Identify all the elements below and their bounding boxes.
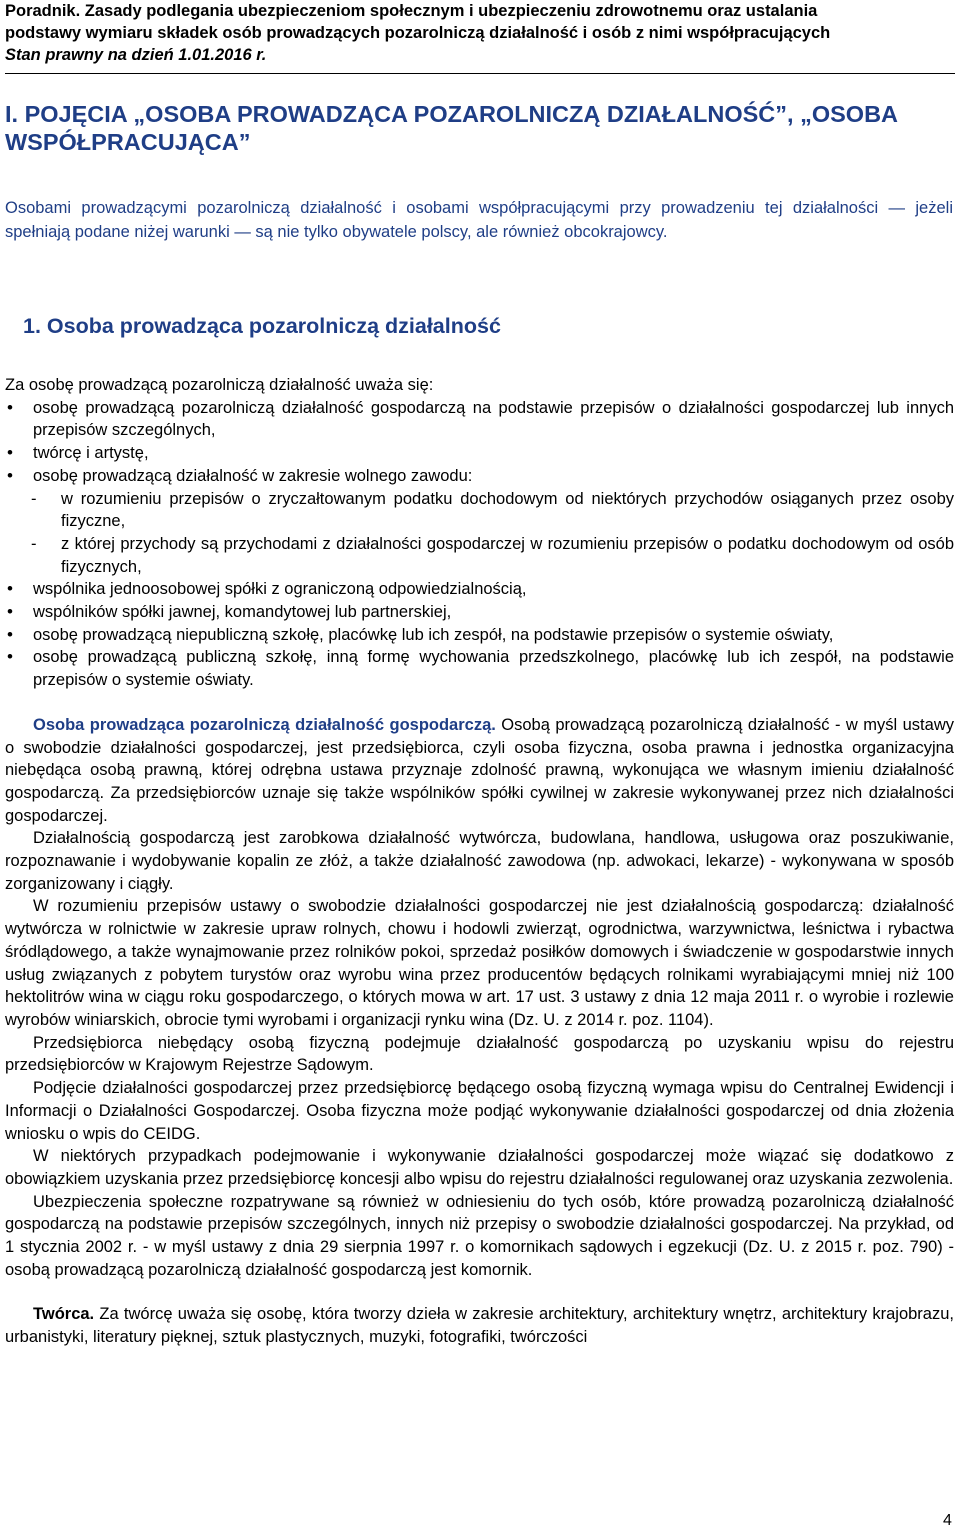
- list-lead: Za osobę prowadzącą pozarolniczą działalność uważa się:: [5, 376, 434, 394]
- paragraph-creator: [5, 1303, 954, 1348]
- page-number: 4: [943, 1512, 952, 1529]
- list-item: • wspólników spółki jawnej, komandytowej lub partnerskiej,: [5, 601, 954, 624]
- running-header: [5, 0, 955, 74]
- list-item: • osobę prowadzącą niepubliczną szkołę, placówkę lub ich zespół, na podstawie przepisów o systemie oświaty,: [5, 624, 954, 647]
- bullet-list-continued: [5, 578, 954, 692]
- dash-item: - z której przychody są przychodami z działalności gospodarczej w rozumieniu przepisów o podatku dochodowym od osób fizycznych,: [5, 533, 954, 578]
- document-page: [5, 0, 955, 1347]
- paragraph-text: Osobą prowadzącą pozarolniczą działalność - w myśl ustawy o swobodzie działalności gospodarczej, jest przedsiębiorca, czyli osoba fizyczna, osoba prawna i jednostka organizacyjna niebędąca osobą prawną, której odrębna ustawa przyznaje zdolność prawną, wykonująca we własnym imieniu działalność gospodarczą. Za przedsiębiorców uznaje się także wspólników spółki cywilnej w zakresie wykonywanej przez nich działalności gospodarczej.: [5, 715, 954, 825]
- header-rule: [5, 73, 955, 74]
- paragraph-text: Za twórcę uważa się osobę, która tworzy dzieła w zakresie architektury, architektury wnętrz, architektury krajobrazu, urbanistyki, literatury pięknej, sztuk plastycznych, muzyki, fotografiki, twórczości: [5, 1305, 954, 1347]
- paragraph-exclusions: W rozumieniu przepisów ustawy o swobodzie działalności gospodarczej nie jest działalnością gospodarczą: działalność wytwórcza w rolnictwie w zakresie upraw rolnych, chowu i hodowli zwierząt, ogrodnictwa, warzywnictwa, leśnictwa i rybactwa śródlądowego, a także wynajmowanie przez rolników pokoi, sprzedaż posiłków domowych i świadczenie w gospodarstwie innych usług związanych z pobytem turystów oraz wyrobu wina przez producentów będących rolnikami wyrabiającymi mniej niż 100 hektolitrów wina w ciągu roku gospodarczego, o których mowa w art. 17 ust. 3 ustawy z dnia 12 maja 2011 r. o wyrobie i rozlewie wyrobów winiarskich, obrocie tymi wyrobami i organizacji rynku wina (Dz. U. z 2014 r. poz. 1104).: [5, 897, 954, 1029]
- header-legal-status: Stan prawny na dzień 1.01.2016 r.: [5, 46, 267, 64]
- list-item: • osobę prowadzącą publiczną szkołę, inną formę wychowania przedszkolnego, placówkę lub ich zespół, na podstawie przepisów o systemie oświaty.: [5, 646, 954, 691]
- term-heading: Osoba prowadząca pozarolniczą działalność gospodarczą.: [33, 715, 496, 734]
- term-heading: Twórca.: [33, 1305, 95, 1324]
- paragraph-licences: W niektórych przypadkach podejmowanie i wykonywanie działalności gospodarczej może wiązać się dodatkowo z obowiązkiem uzyskania przez przedsiębiorcę koncesji albo wpisu do rejestru działalności regulowanej oraz uzyskania zezwolenia.: [5, 1147, 954, 1188]
- paragraph-krs: Przedsiębiorca niebędący osobą fizyczną podejmuje działalność gospodarczą po uzyskaniu wpisu do rejestru przedsiębiorców w Krajowym Rejestrze Sądowym.: [5, 1033, 954, 1075]
- paragraph-ceidg: Podjęcie działalności gospodarczej przez przedsiębiorcę będącego osobą fizyczną wymaga wpisu do Centralnej Ewidencji i Informacji o Działalności Gospodarczej. Osoba fizyczna może podjąć wykonywanie działalności gospodarczej od dnia złożenia wniosku o wpis do CEIDG.: [5, 1079, 954, 1143]
- section-title: 1. Osoba prowadząca pozarolniczą działalność: [23, 314, 501, 338]
- chapter-title: I. POJĘCIA „OSOBA PROWADZĄCA POZAROLNICZĄ DZIAŁALNOŚĆ”, „OSOBA WSPÓŁPRACUJĄCA”: [5, 101, 898, 155]
- paragraph-special-provisions: Ubezpieczenia społeczne rozpatrywane są również w odniesieniu do tych osób, które prowadzą pozarolniczą działalność gospodarczą na podstawie przepisów szczególnych, innych niż przepisy o swobodzie działalności gospodarczej. Na przykład, od 1 stycznia 2002 r. - w myśl ustawy z dnia 29 sierpnia 1997 r. o komornikach sądowych i egzekucji (Dz. U. z 2015 r. poz. 790) - osobą prowadzącą pozarolniczą działalność gospodarczą jest komornik.: [5, 1192, 954, 1279]
- paragraph-business-activity: Działalnością gospodarczą jest zarobkowa działalność wytwórcza, budowlana, handlowa, usługowa oraz poszukiwanie, rozpoznawanie i wydobywanie kopalin ze złóż, a także działalność zawodowa (np. adwokaci, lekarze) - wykonywana w sposób zorganizowany i ciągły.: [5, 829, 954, 893]
- header-title-line-1: Poradnik. Zasady podlegania ubezpieczeniom społecznym i ubezpieczeniu zdrowotnemu oraz ustalania: [5, 2, 818, 20]
- bullet-list: [5, 397, 954, 488]
- list-item: • twórcę i artystę,: [5, 442, 954, 465]
- body-text: [5, 374, 954, 1349]
- intro-paragraph: Osobami prowadzącymi pozarolniczą działalność i osobami współpracującymi przy prowadzeniu tej działalności — jeżeli spełniają podane niżej warunki — są nie tylko obywatele polscy, ale również obcokrajowcy.: [5, 199, 953, 241]
- header-title-line-2: podstawy wymiaru składek osób prowadzących pozarolniczą działalność i osób z nimi współpracujących: [5, 24, 831, 42]
- dash-list: [5, 488, 954, 579]
- list-item: • osobę prowadzącą pozarolniczą działalność gospodarczą na podstawie przepisów o działalności gospodarczej lub innych przepisów szczególnych,: [5, 397, 954, 442]
- list-item: • osobę prowadzącą działalność w zakresie wolnego zawodu:: [5, 465, 954, 488]
- list-item: • wspólnika jednoosobowej spółki z ograniczoną odpowiedzialnością,: [5, 578, 954, 601]
- paragraph-entrepreneur: [5, 714, 954, 828]
- dash-item: - w rozumieniu przepisów o zryczałtowanym podatku dochodowym od niektórych przychodów osiąganych przez osoby fizyczne,: [5, 488, 954, 533]
